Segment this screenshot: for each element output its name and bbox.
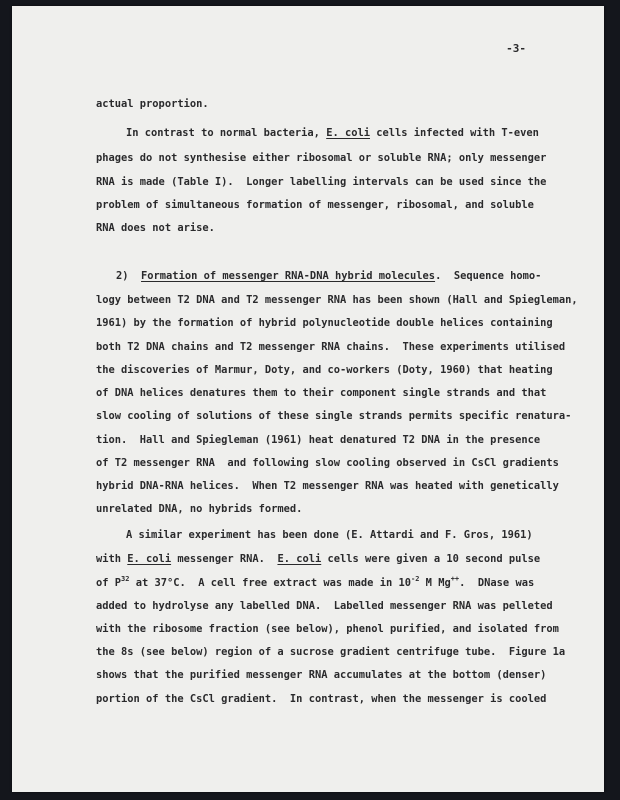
text-line [96, 364, 553, 376]
text-segment: cells infected with T-even [369, 127, 539, 139]
text-segment: A similar experiment has been done (E. Attardi and F. Gros, 1961) [126, 529, 533, 541]
underlined-term: E. coli [277, 553, 322, 565]
superscript: -2 [410, 575, 420, 583]
text-segment: of DNA helices denatures them to their component single strands and that [96, 387, 547, 399]
underlined-term: E. coli [127, 553, 172, 565]
text-segment: with [96, 553, 128, 565]
text-line [96, 577, 534, 589]
text-segment: shows that the purified messenger RNA accumulates at the bottom (denser) [96, 669, 547, 681]
text-line [96, 693, 546, 705]
text-segment: cells were given a 10 second pulse [321, 553, 541, 565]
text-segment: portion of the CsCl gradient. In contrast, when the messenger is cooled [96, 693, 547, 705]
text-segment: M Mg [419, 577, 451, 589]
underlined-term: Formation of messenger RNA-DNA hybrid molecules [141, 270, 436, 282]
text-line [96, 600, 553, 612]
text-line [126, 529, 533, 541]
underlined-term: E. coli [326, 127, 370, 139]
page-number: -3- [506, 42, 526, 55]
superscript: 32 [121, 575, 130, 583]
text-segment: . Sequence homo- [435, 270, 542, 282]
text-segment: tion. Hall and Spiegleman (1961) heat denatured T2 DNA in the presence [96, 434, 541, 446]
text-line [96, 176, 546, 188]
text-line [96, 410, 571, 422]
text-line [96, 503, 302, 515]
text-line [96, 98, 209, 110]
superscript: ++ [450, 575, 460, 583]
document-page [12, 6, 604, 792]
text-line [116, 270, 541, 282]
text-line [96, 222, 215, 234]
text-line [96, 553, 540, 565]
text-segment: 1961) by the formation of hybrid polynucleotide double helices containing [96, 317, 553, 329]
text-line [96, 646, 565, 658]
text-line [96, 669, 546, 681]
text-line [96, 341, 565, 353]
text-segment: problem of simultaneous formation of messenger, ribosomal, and soluble [96, 199, 534, 211]
text-line [96, 480, 559, 492]
text-segment: with the ribosome fraction (see below), phenol purified, and isolated from [96, 623, 559, 635]
text-segment: added to hydrolyse any labelled DNA. Labelled messenger RNA was pelleted [96, 600, 553, 612]
text-segment: In contrast to normal bacteria, [126, 127, 327, 139]
text-segment: . DNase was [459, 577, 535, 589]
text-segment: unrelated DNA, no hybrids formed. [96, 503, 303, 515]
text-line [96, 294, 578, 306]
text-segment: hybrid DNA-RNA helices. When T2 messenger RNA was heated with genetically [96, 480, 559, 492]
text-line [96, 457, 559, 469]
text-line [96, 317, 553, 329]
text-line [96, 199, 534, 211]
text-segment: 2) [116, 270, 142, 282]
text-line [96, 434, 540, 446]
text-line [96, 623, 559, 635]
text-segment: the discoveries of Marmur, Doty, and co-workers (Doty, 1960) that heating [96, 364, 553, 376]
text-segment: of P [96, 577, 122, 589]
text-segment: RNA is made (Table I). Longer labelling intervals can be used since the [96, 176, 547, 188]
text-segment: the 8s (see below) region of a sucrose gradient centrifuge tube. Figure 1a [96, 646, 566, 658]
text-line [96, 152, 546, 164]
text-segment: slow cooling of solutions of these single strands permits specific renatura- [96, 410, 572, 422]
text-segment: actual proportion. [96, 98, 209, 110]
text-segment: both T2 DNA chains and T2 messenger RNA chains. These experiments utilised [96, 341, 566, 353]
text-segment: messenger RNA. [171, 553, 278, 565]
text-segment: of T2 messenger RNA and following slow cooling observed in CsCl gradients [96, 457, 559, 469]
text-line [126, 127, 539, 139]
text-segment: logy between T2 DNA and T2 messenger RNA has been shown (Hall and Spiegleman, [96, 294, 578, 306]
text-line [96, 387, 546, 399]
text-segment: phages do not synthesise either ribosomal or soluble RNA; only messenger [96, 152, 547, 164]
text-segment: at 37°C. A cell free extract was made in 10 [129, 577, 411, 589]
text-segment: RNA does not arise. [96, 222, 215, 234]
